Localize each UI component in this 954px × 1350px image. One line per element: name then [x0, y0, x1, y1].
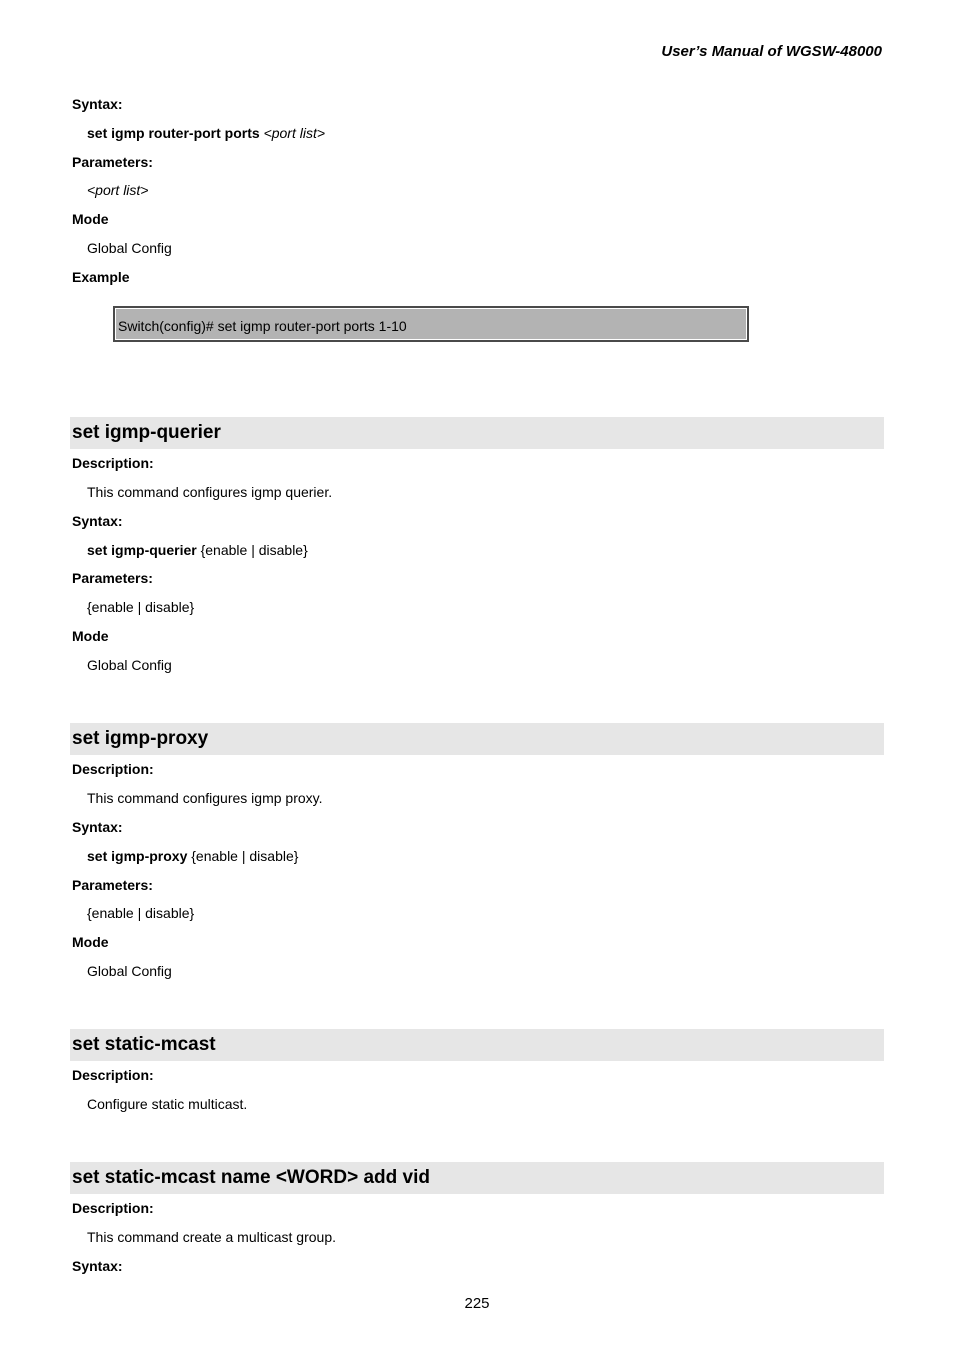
- section-title: set igmp-proxy: [72, 728, 209, 749]
- syntax-label: Syntax:: [72, 819, 123, 835]
- syntax-command: set igmp-proxy: [87, 848, 188, 864]
- syntax-argument: {enable | disable}: [191, 848, 299, 864]
- mode-label: Mode: [72, 934, 109, 950]
- page-number: 225: [464, 1295, 490, 1312]
- example-label: Example: [72, 269, 130, 285]
- syntax-label: Syntax:: [72, 513, 123, 529]
- syntax-line: [87, 125, 325, 141]
- description-label: Description:: [72, 1200, 154, 1216]
- parameters-value: <port list>: [87, 182, 149, 198]
- description-text: This command create a multicast group.: [87, 1229, 336, 1245]
- mode-label: Mode: [72, 211, 109, 227]
- mode-value: Global Config: [87, 657, 172, 673]
- parameters-value: {enable | disable}: [87, 905, 195, 921]
- mode-label: Mode: [72, 628, 109, 644]
- section-title: set static-mcast name <WORD> add vid: [72, 1167, 430, 1188]
- syntax-line: [87, 848, 298, 864]
- section-header-igmp-querier: [70, 417, 884, 449]
- manual-header: User’s Manual of WGSW-48000: [661, 43, 882, 60]
- mode-value: Global Config: [87, 240, 172, 256]
- parameters-label: Parameters:: [72, 877, 153, 893]
- section-header-igmp-proxy: [70, 723, 884, 755]
- section-title: set static-mcast: [72, 1034, 216, 1055]
- parameters-label: Parameters:: [72, 154, 153, 170]
- description-label: Description:: [72, 761, 154, 777]
- syntax-label: Syntax:: [72, 96, 123, 112]
- description-label: Description:: [72, 455, 154, 471]
- parameters-value: {enable | disable}: [87, 599, 195, 615]
- description-text: Configure static multicast.: [87, 1096, 248, 1112]
- syntax-argument: <port list>: [263, 125, 326, 141]
- syntax-line: [87, 542, 308, 558]
- section-header-static-mcast-add-vid: [70, 1162, 884, 1194]
- description-text: This command configures igmp querier.: [87, 484, 333, 500]
- syntax-command: set igmp-querier: [87, 542, 197, 558]
- mode-value: Global Config: [87, 963, 172, 979]
- example-code: Switch(config)# set igmp router-port ports 1-10: [118, 318, 407, 334]
- example-code-box: [113, 306, 749, 342]
- description-text: This command configures igmp proxy.: [87, 790, 323, 806]
- section-header-static-mcast: [70, 1029, 884, 1061]
- syntax-command: set igmp router-port ports: [87, 125, 260, 141]
- parameters-label: Parameters:: [72, 570, 153, 586]
- syntax-label: Syntax:: [72, 1258, 123, 1274]
- syntax-argument: {enable | disable}: [200, 542, 308, 558]
- description-label: Description:: [72, 1067, 154, 1083]
- section-title: set igmp-querier: [72, 422, 221, 443]
